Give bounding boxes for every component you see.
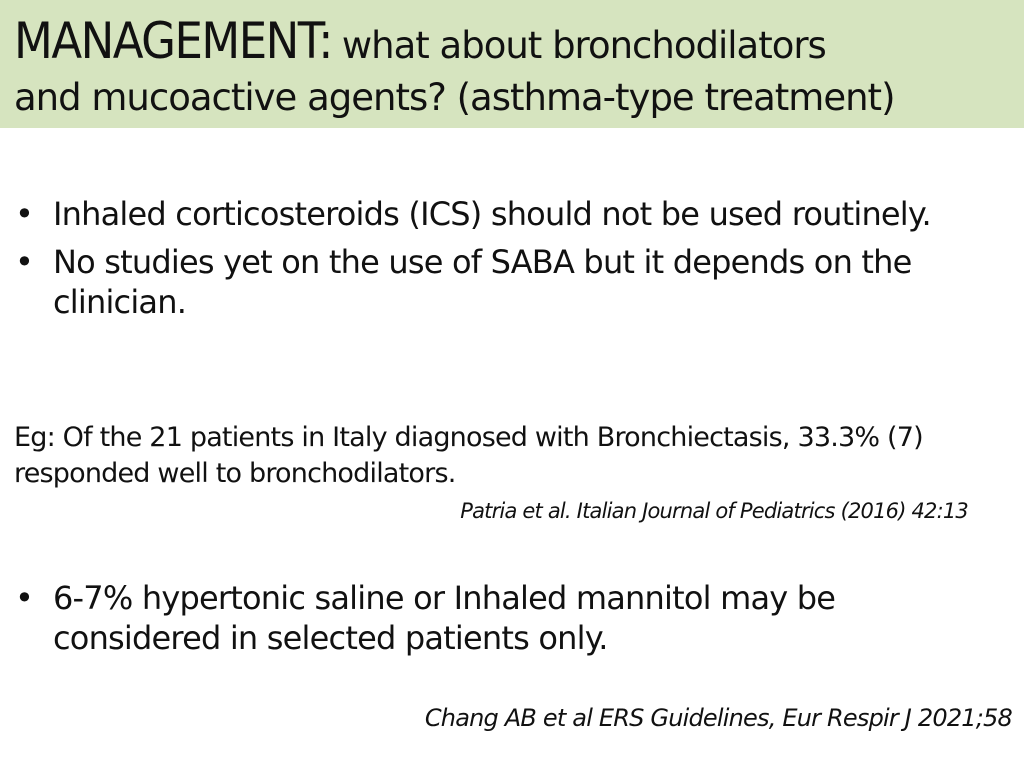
title-line-1 bbox=[14, 12, 826, 70]
bullet-text: 6-7% hypertonic saline or Inhaled mannitol may be considered in selected patients only. bbox=[53, 579, 836, 657]
slide-subtitle-line-2: and mucoactive agents? (asthma-type treatment) bbox=[14, 76, 895, 119]
bullet-item bbox=[14, 578, 944, 658]
example-paragraph: Eg: Of the 21 patients in Italy diagnosed with Bronchiectasis, 33.3% (7) responded well to bronchodilators. bbox=[14, 422, 923, 489]
slide-subtitle: what about bronchodilators bbox=[341, 24, 826, 67]
bullet-item bbox=[14, 242, 944, 322]
bullet-item bbox=[14, 194, 944, 234]
bullet-list-bottom bbox=[14, 578, 944, 658]
bullet-text: No studies yet on the use of SABA but it depends on the clinician. bbox=[53, 243, 912, 321]
title-banner bbox=[0, 0, 1024, 128]
example-citation: Patria et al. Italian Journal of Pediatrics (2016) 42:13 bbox=[460, 499, 968, 523]
bullet-marker: • bbox=[14, 243, 34, 281]
bullet-marker: • bbox=[14, 195, 34, 233]
bullet-list-top bbox=[14, 194, 944, 330]
bullet-text: Inhaled corticosteroids (ICS) should not be used routinely. bbox=[53, 195, 931, 233]
footer-citation: Chang AB et al ERS Guidelines, Eur Respir J 2021;58 bbox=[424, 704, 1012, 732]
bullet-marker: • bbox=[14, 579, 34, 617]
slide-title: MANAGEMENT: bbox=[14, 12, 332, 70]
